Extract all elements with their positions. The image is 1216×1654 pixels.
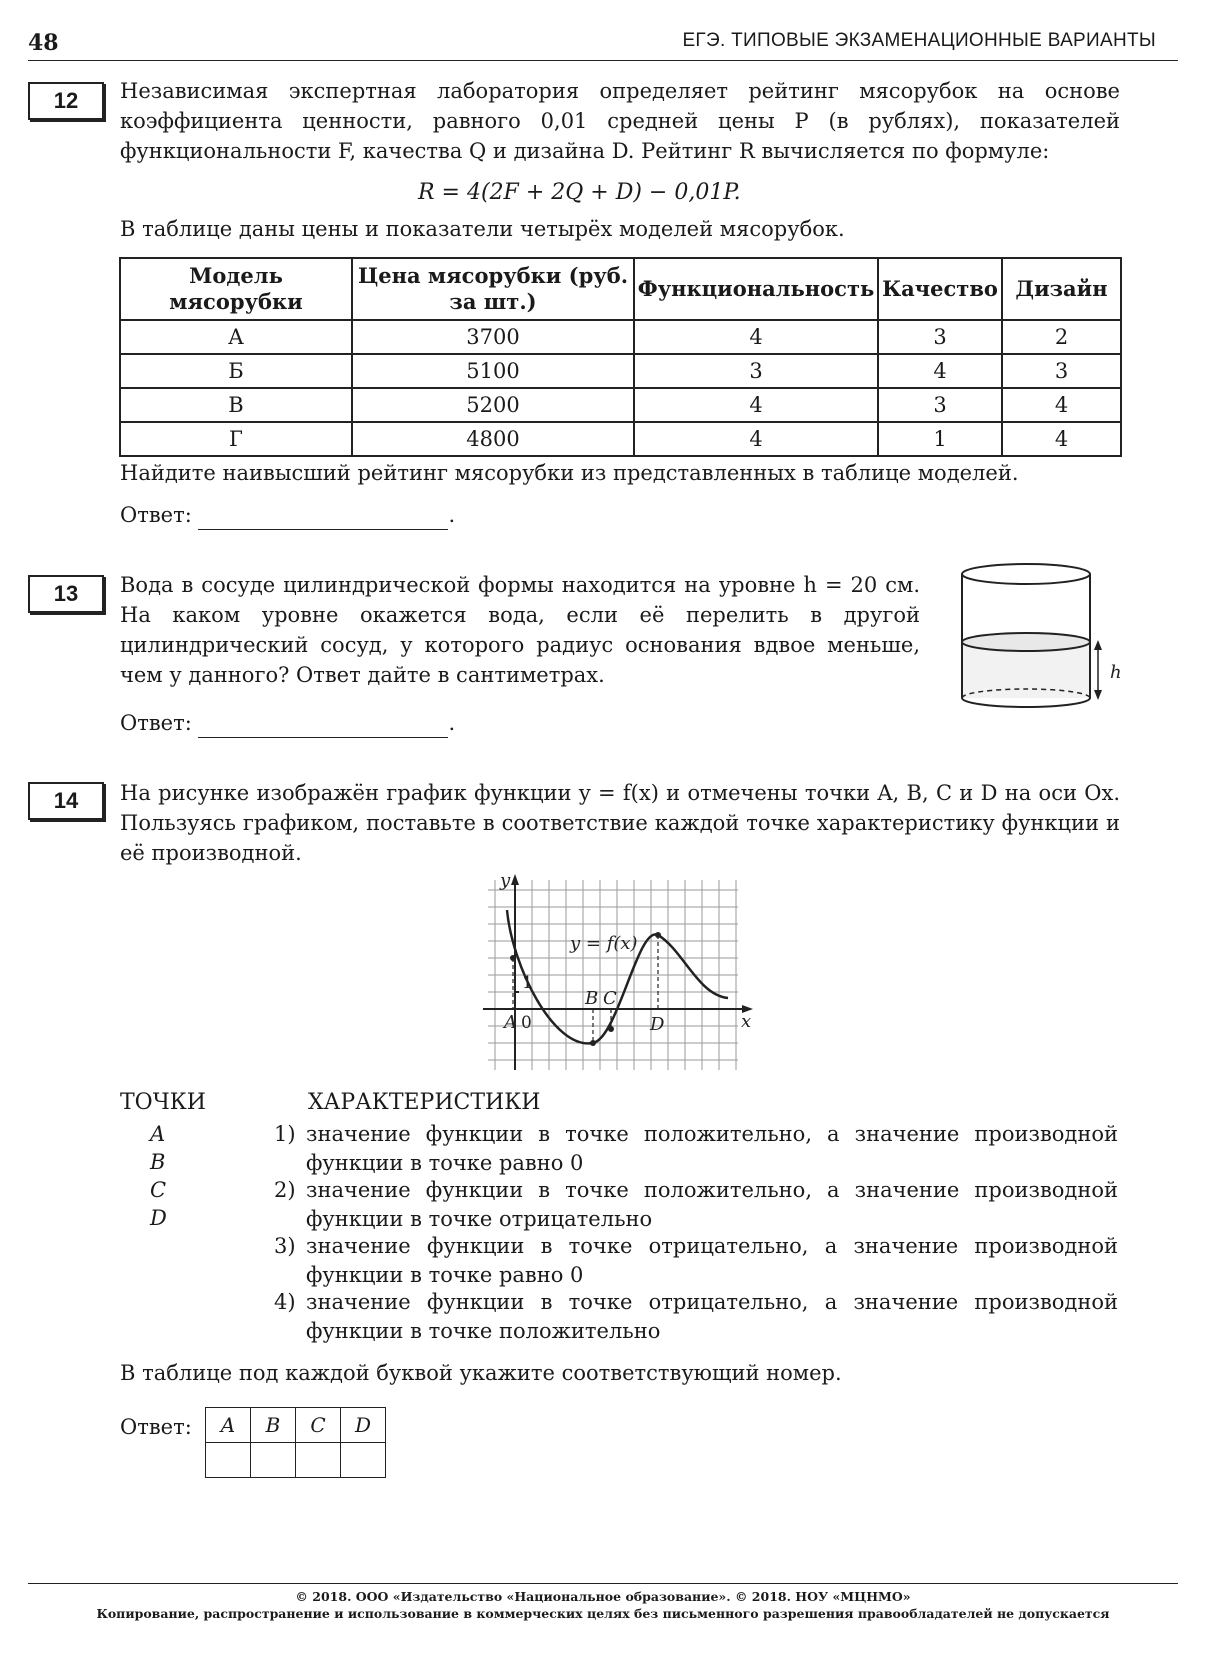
table-header: Дизайн [1002,258,1121,320]
table-header: Модель мясорубки [120,258,352,320]
answer-column-header: D [341,1408,386,1443]
table-row [120,320,1121,354]
table-cell: 5200 [352,388,634,422]
characteristic-number: 4) [274,1290,296,1314]
task-13-text: Вода в сосуде цилиндрической формы находится на уровне h = 20 см. На каком уровне окажется вода, если её перелить в другой цилиндрический сосуд, у которого радиус основания вдвое меньше, чем у данного? Ответ дайте в сантиметрах. [120,573,920,687]
table-cell: В [120,388,352,422]
characteristic-number: 1) [274,1122,296,1146]
table-row [120,422,1121,456]
function-graph [478,870,768,1075]
footer-notice: Копирование, распространение и использование в коммерческих целях без письменного разрешения правообладателей не допускается [96,1606,1110,1621]
table-cell: Б [120,354,352,388]
characteristic-text: значение функции в точке положительно, а значение производной функции в точке отрицательно [306,1178,1118,1231]
answer-column-header: C [296,1408,341,1443]
task-14-number: 14 [28,782,104,820]
answer-cell-a[interactable] [206,1443,251,1478]
answer-label: Ответ: [120,503,192,527]
table-cell: 4800 [352,422,634,456]
answer-column-header: B [251,1408,296,1443]
point-label-c: C [603,988,617,1009]
footer-copyright: © 2018. ООО «Издательство «Национальное образование». © 2018. НОУ «МЦНМО» [295,1589,911,1604]
origin-label: 0 [521,1013,532,1033]
table-header: Цена мясорубки (руб. за шт.) [352,258,634,320]
answer-cell-d[interactable] [341,1443,386,1478]
task-12-answer: Ответ: . [120,500,455,530]
answer-field[interactable] [198,505,448,530]
table-cell: 3 [878,320,1002,354]
task-14-text: На рисунке изображён график функции y = f(x) и отмечены точки A, B, C и D на оси Ox. Пользуясь графиком, поставьте в соответствие каждой точке характеристику функции и её производной. [120,781,1120,865]
y-axis-label: y [500,870,511,891]
answer-cell-b[interactable] [251,1443,296,1478]
point-c: C [150,1178,167,1202]
table-cell: 4 [634,320,878,354]
answer-field[interactable] [198,713,448,738]
page-number: 48 [28,30,59,56]
point-label-b: B [585,988,599,1009]
function-label: y = f(x) [570,933,638,954]
table-cell: 4 [1002,388,1121,422]
characteristic-text: значение функции в точке положительно, а значение производной функции в точке равно 0 [306,1122,1118,1175]
characteristic-text: значение функции в точке отрицательно, а значение производной функции в точке положительно [306,1290,1118,1343]
task-12-table-intro: В таблице даны цены и показатели четырёх моделей мясорубок. [120,217,845,241]
task-14-instruction: В таблице под каждой буквой укажите соответствующий номер. [120,1361,842,1385]
characteristic-number: 3) [274,1234,296,1258]
answer-cell-c[interactable] [296,1443,341,1478]
table-row [120,354,1121,388]
footer-divider [28,1583,1178,1584]
running-title: ЕГЭ. ТИПОВЫЕ ЭКЗАМЕНАЦИОННЫЕ ВАРИАНТЫ [682,30,1156,51]
point-a: A [150,1122,166,1146]
table-cell: 4 [634,422,878,456]
table-cell: 4 [634,388,878,422]
task-12-table [119,257,1122,457]
table-cell: 3700 [352,320,634,354]
points-header: ТОЧКИ [120,1090,206,1115]
task-12-question: Найдите наивысший рейтинг мясорубки из представленных в таблице моделей. [120,461,1019,485]
characteristic-number: 2) [274,1178,296,1202]
table-cell: 4 [878,354,1002,388]
table-cell: 3 [878,388,1002,422]
answer-column-header: A [206,1408,251,1443]
cylinder-figure [950,560,1130,715]
table-cell: 3 [634,354,878,388]
characteristics-header: ХАРАКТЕРИСТИКИ [308,1090,541,1115]
table-header: Функциональность [634,258,878,320]
task-13-number: 13 [28,575,104,613]
h-label: h [1110,662,1122,683]
unit-label: 1 [522,973,533,993]
x-axis-label: x [741,1011,752,1032]
task-12-number: 12 [28,82,104,120]
table-cell: 1 [878,422,1002,456]
point-d: D [150,1206,167,1230]
point-label-d: D [650,1014,665,1035]
point-b: B [150,1150,166,1174]
table-row [120,388,1121,422]
table-cell: 3 [1002,354,1121,388]
task-14-answer-label: Ответ: [120,1415,192,1439]
task-12-formula: R = 4(2F + 2Q + D) − 0,01P. [418,180,741,205]
answer-label: Ответ: [120,711,192,735]
header-divider [28,60,1178,61]
table-cell: Г [120,422,352,456]
table-cell: 4 [1002,422,1121,456]
characteristic-text: значение функции в точке отрицательно, а значение производной функции в точке равно 0 [306,1234,1118,1287]
table-header: Качество [878,258,1002,320]
task-12-text: Независимая экспертная лаборатория определяет рейтинг мясорубок на основе коэффициента ценности, равного 0,01 средней цены P (в рублях), показателей функциональности F, качества Q и дизайна D. Рейтинг R вычисляется по формуле: [120,79,1120,163]
table-cell: 5100 [352,354,634,388]
answer-table [205,1407,386,1478]
point-label-a: A [504,1012,517,1033]
table-cell: 2 [1002,320,1121,354]
table-cell: А [120,320,352,354]
task-13-answer: Ответ: . [120,708,455,738]
